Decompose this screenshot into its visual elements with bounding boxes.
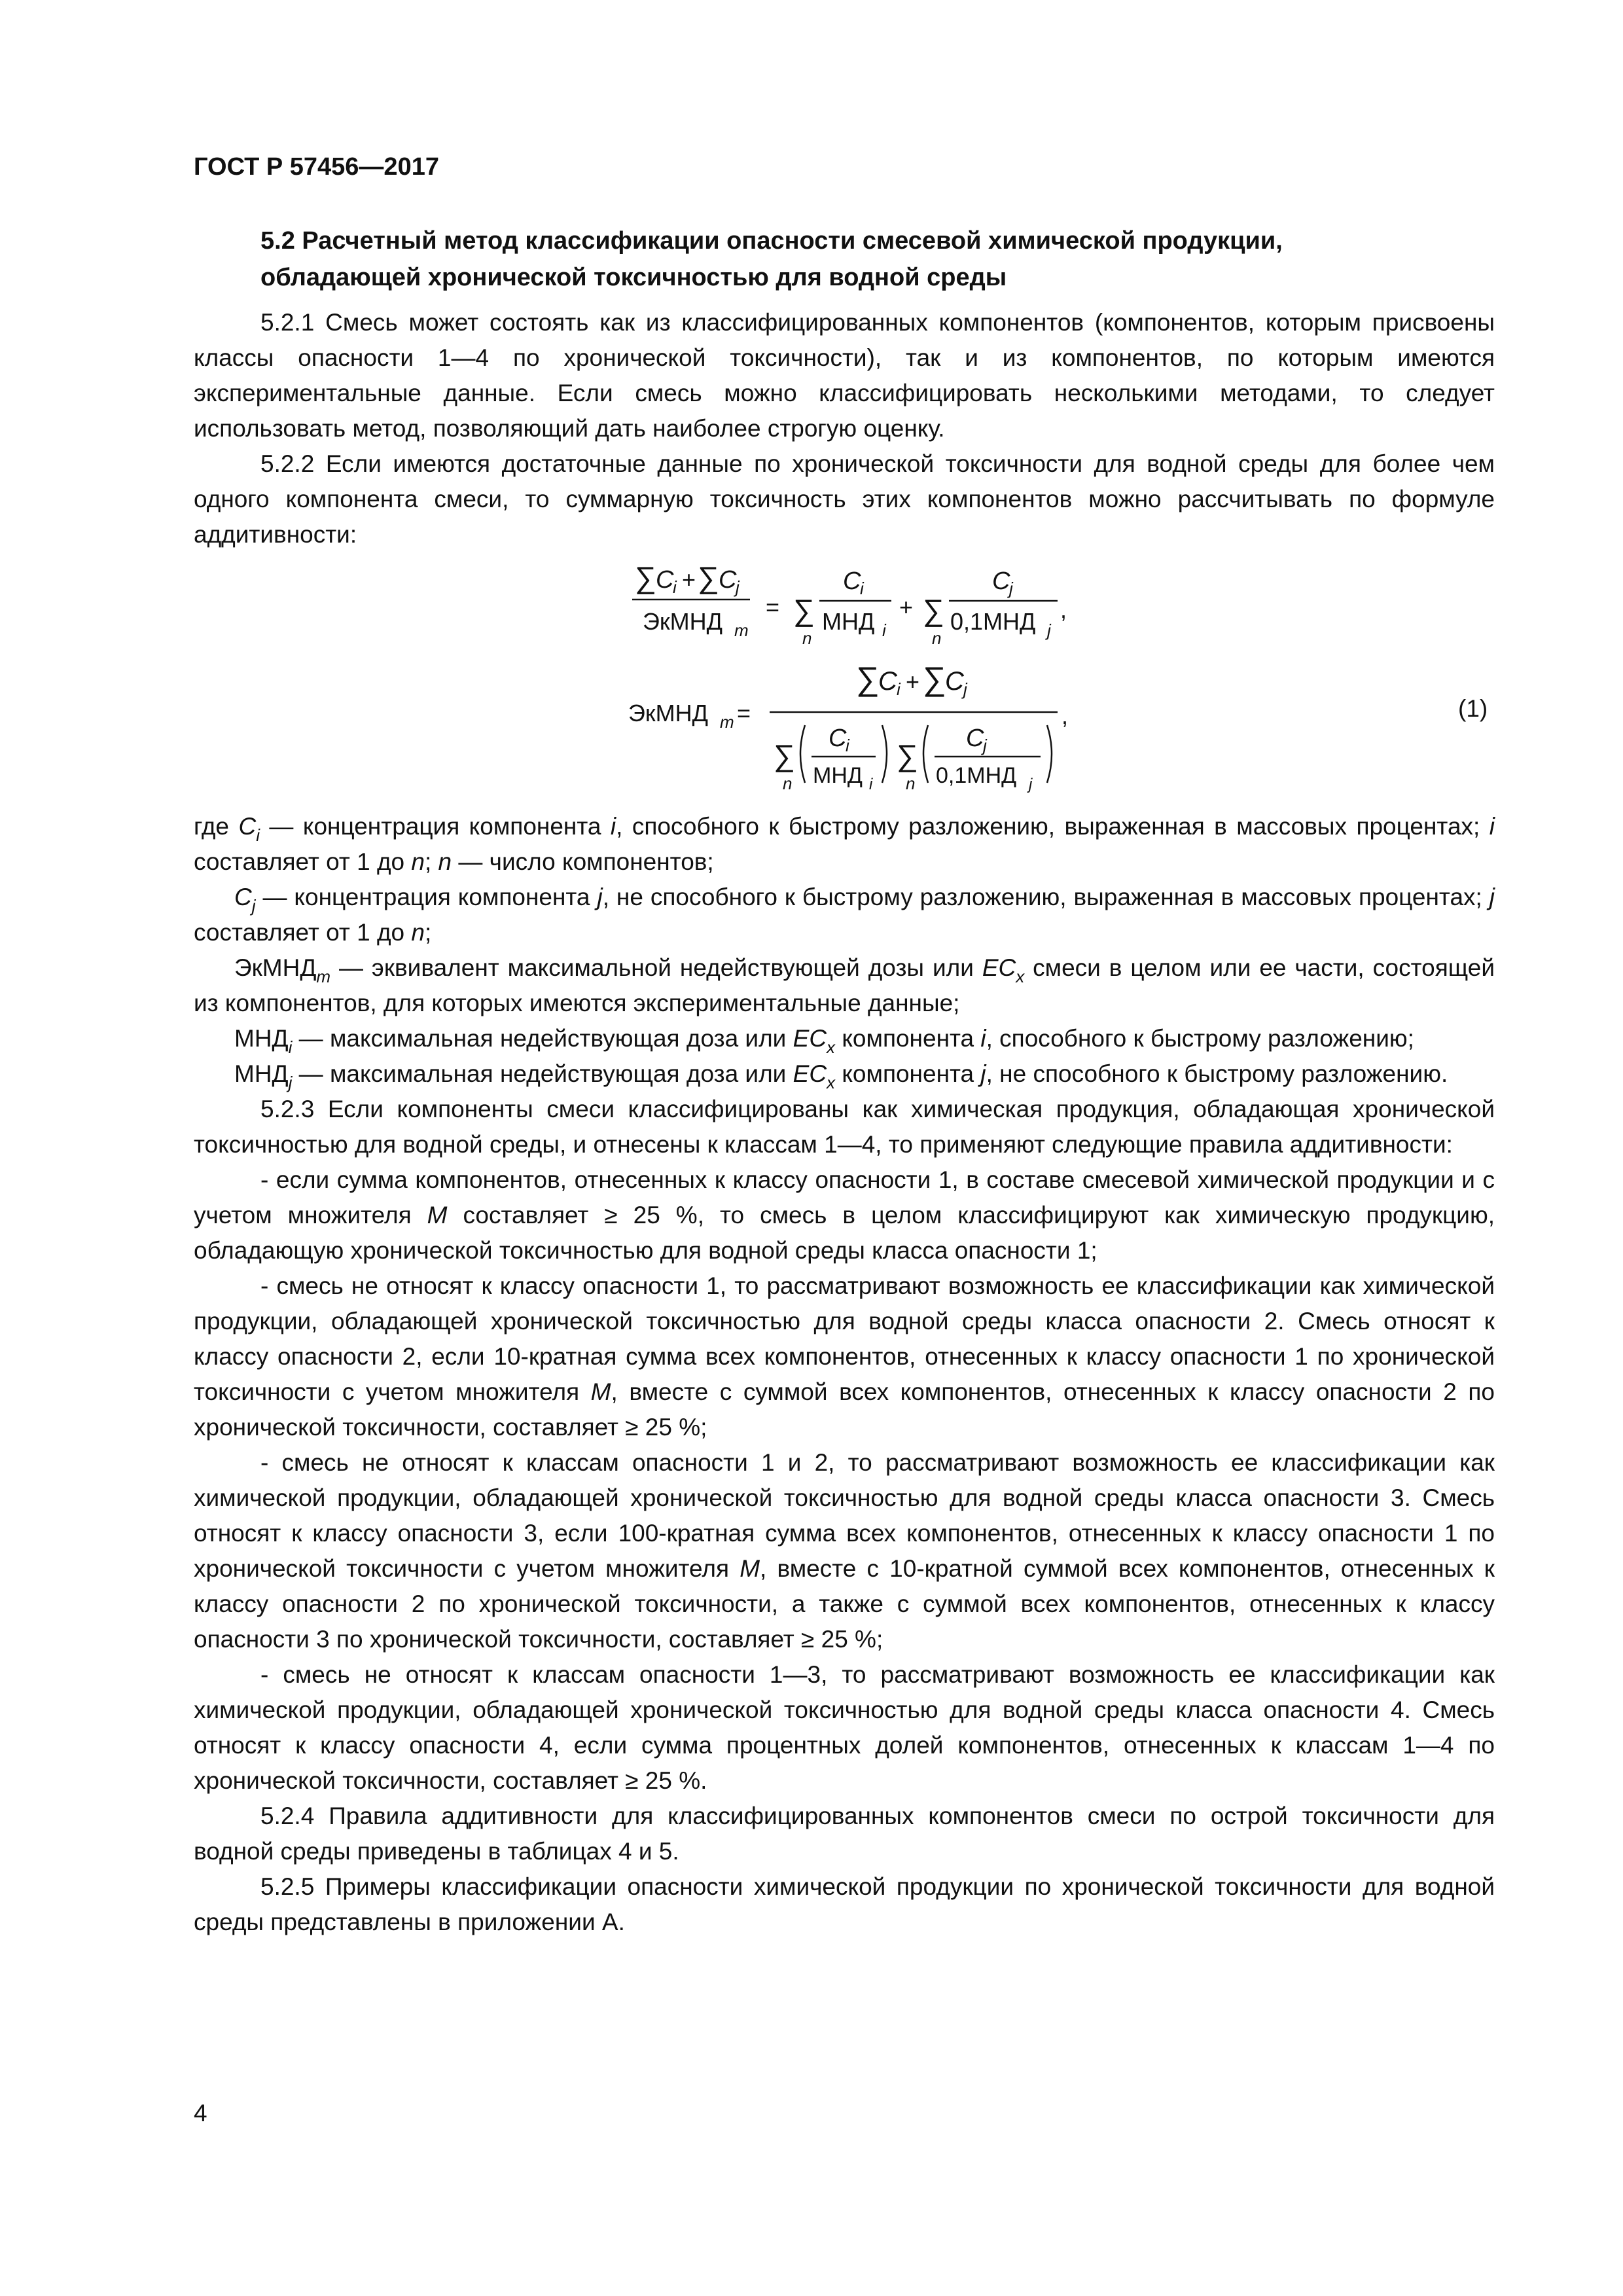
sum-index-n: n (906, 774, 916, 793)
sum-sign: ∑ (897, 738, 918, 772)
c-symbol: C (878, 667, 897, 696)
subscript-j: j (983, 736, 987, 755)
subscript-i: i (673, 577, 677, 597)
mnd01-label: 0,1МНД (950, 608, 1036, 635)
rule-class-3: - смесь не относят к классам опасности 1 и 2, то рассматривают возможность ее классификации как химической продукции, обладающей хронической токсичностью для водной среды класса опасности 3. Смесь относят к классу опасности 3, если 100-кратная сумма всех компонентов, отнесенных к классу опасности 1 по хронической токсичности с учетом множителя M, вместе с 10-кратной суммой всех компонентов, отнесенных к классу опасности 2 по хронической токсичности, а также с суммой всех компонентов, отнесенных к классу опасности 3 по хронической токсичности, составляет ≥ 25 %; (194, 1449, 1495, 1653)
page-number: 4 (194, 2100, 207, 2126)
mnd01-label: 0,1МНД (936, 763, 1017, 788)
right-paren (882, 725, 887, 783)
left-paren (800, 725, 805, 783)
c-symbol: C (843, 567, 861, 595)
additivity-formula (589, 550, 1309, 812)
subscript-m: m (734, 620, 749, 640)
comma: , (1061, 702, 1069, 729)
plus-sign: + (906, 668, 920, 695)
left-paren (923, 725, 928, 783)
document-header: ГОСТ Р 57456—2017 (194, 153, 439, 181)
subscript-j: j (1009, 579, 1013, 598)
plus-sign: + (682, 566, 696, 593)
formula-line-1 (632, 560, 1067, 648)
section-title (260, 223, 1504, 296)
subscript-j: j (963, 679, 967, 699)
paragraph-5-2-1: 5.2.1 Смесь может состоять как из классифицированных компонентов (компонентов, которым присвоены классы опасности 1—4 по хронической токсичности), так и из компонентов, по которым имеются экспериментальные данные. Если смесь можно классифицировать несколькими методами, то следует использовать метод, позволяющий дать наиболее строгую оценку. (194, 309, 1495, 442)
where-cj: $C_j$ — концентрация компонента j, не способного к быстрому разложению, выраженная в массовых процентах; j составляет от 1 до n; (194, 884, 1495, 946)
c-symbol: C (966, 725, 984, 752)
paragraph-5-2-5: 5.2.5 Примеры классификации опасности химической продукции по хронической токсичности для водной среды представлены в приложении А. (194, 1873, 1495, 1935)
sum-sign: ∑ (793, 593, 815, 627)
c-symbol: C (656, 566, 674, 594)
mnd-label: МНД (813, 763, 863, 788)
c-symbol: C (829, 725, 847, 752)
paragraph-5-2-4: 5.2.4 Правила аддитивности для классифицированных компонентов смеси по острой токсичности для водной среды приведены в таблицах 4 и 5. (194, 1803, 1495, 1865)
intro-paragraphs (194, 305, 1495, 552)
c-symbol: C (992, 567, 1010, 595)
equals-sign: = (766, 594, 780, 620)
section-title-line-1: 5.2 Расчетный метод классификации опасности смесевой химической продукции, (260, 227, 1283, 255)
sum-index-n: n (932, 628, 942, 648)
rule-class-4: - смесь не относят к классам опасности 1—3, то рассматривают возможность ее классификации как химической продукции, обладающей хронической токсичностью для водной среды класса опасности 4. Смесь относят к классу опасности 4, если сумма процентных долей компонентов, отнесенных к классам 1—4 по хронической токсичности, составляет ≥ 25 %. (194, 1661, 1495, 1794)
sum-sign: ∑ (923, 660, 946, 697)
where-ekmnd: ЭкМНД$_m$ — эквивалент максимальной недействующей дозы или $EC_x$ смеси в целом или ее части, состоящей из компонентов, для которых имеются экспериментальные данные; (194, 954, 1495, 1016)
where-ci: где $C_i$ — концентрация компонента i, способного к быстрому разложению, выраженная в массовых процентах; i составляет от 1 до n; n — число компонентов; (194, 813, 1495, 875)
sum-sign: ∑ (856, 660, 880, 697)
subscript-i: i (869, 776, 873, 793)
sum-sign: ∑ (698, 560, 719, 594)
ekmnd-label: ЭкМНД (643, 608, 722, 635)
mnd-label: МНД (822, 608, 875, 635)
paragraph-5-2-3: 5.2.3 Если компоненты смеси классифицированы как химическая продукция, обладающая хронической токсичностью для водной среды, и отнесены к классам 1—4, то применяют следующие правила аддитивности: (194, 1096, 1495, 1158)
subscript-i: i (882, 620, 886, 640)
where-mnd-i: $МНД_i$ — максимальная недействующая доза или $EC_x$ компонента i, способного к быстрому разложению; (234, 1025, 1414, 1057)
section-title-line-2: обладающей хронической токсичностью для водной среды (260, 264, 1007, 291)
rule-class-1: - если сумма компонентов, отнесенных к классу опасности 1, в составе смесевой химической продукции и с учетом множителя M составляет ≥ 25 %, то смесь в целом классифицируют как химическую продукцию, обладающую хронической токсичностью для водной среды класса опасности 1; (194, 1166, 1495, 1264)
sum-sign: ∑ (635, 560, 656, 594)
sum-sign: ∑ (774, 738, 795, 772)
ekmnd-label: ЭкМНД (628, 700, 708, 726)
subscript-j: j (736, 577, 740, 597)
comma: , (1060, 596, 1067, 623)
plus-sign: + (899, 594, 914, 620)
subscript-i: i (846, 736, 849, 755)
formula-line-2 (628, 660, 1068, 793)
subscript-i: i (860, 579, 864, 598)
where-mnd-j: $МНД_j$ — максимальная недействующая доза или $EC_x$ компонента j, не способного к быстрому разложению. (234, 1060, 1448, 1092)
equation-number: (1) (1458, 695, 1488, 722)
equals-sign: = (737, 700, 751, 726)
subscript-m: m (720, 712, 734, 732)
body-text (194, 809, 1495, 1940)
c-symbol: C (945, 667, 964, 696)
sum-index-n: n (802, 628, 812, 648)
subscript-i: i (897, 679, 901, 699)
right-paren (1047, 725, 1052, 783)
rule-class-2: - смесь не относят к классу опасности 1, то рассматривают возможность ее классификации как химической продукции, обладающей хронической токсичностью для водной среды класса опасности 2. Смесь относят к классу опасности 2, если 10-кратная сумма всех компонентов, отнесенных к классу опасности 1 по хронической токсичности с учетом множителя M, вместе с суммой всех компонентов, отнесенных к классу опасности 2 по хронической токсичности, составляет ≥ 25 %; (194, 1272, 1495, 1441)
sum-index-n: n (783, 774, 793, 793)
sum-sign: ∑ (923, 593, 944, 627)
subscript-j: j (1047, 620, 1051, 640)
paragraph-5-2-2: 5.2.2 Если имеются достаточные данные по хронической токсичности для водной среды для более чем одного компонента смеси, то суммарную токсичность этих компонентов можно рассчитывать по формуле аддитивности: (194, 450, 1495, 548)
subscript-j: j (1029, 776, 1033, 793)
c-symbol: C (719, 566, 737, 594)
